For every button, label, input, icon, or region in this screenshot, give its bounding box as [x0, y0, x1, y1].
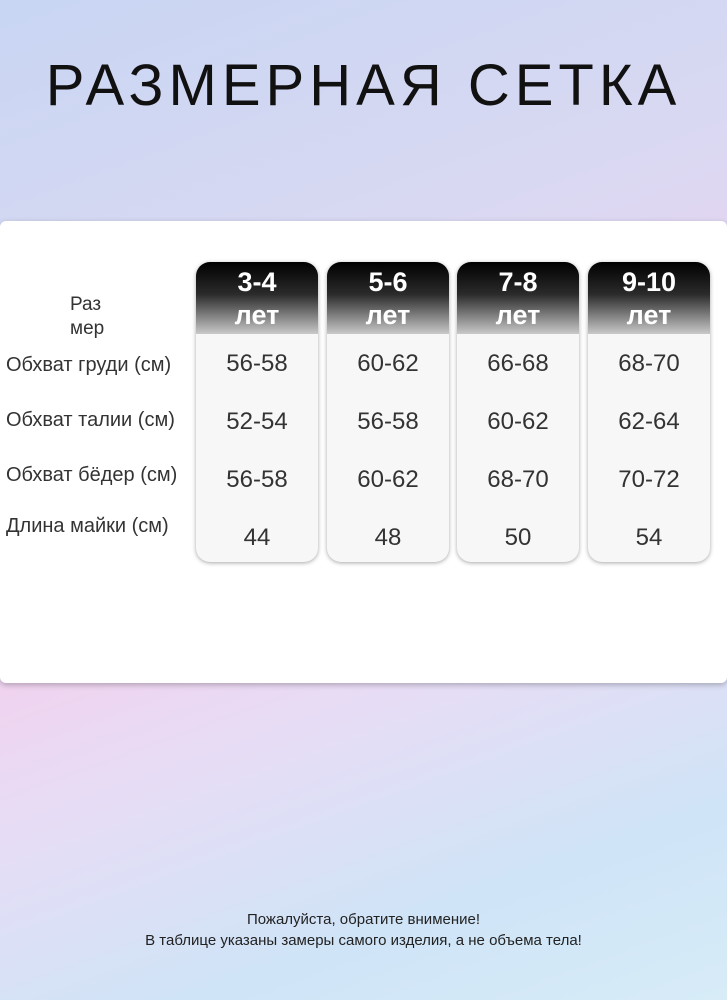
cell-hips: 70-72	[618, 466, 680, 493]
size-header-label	[70, 293, 104, 341]
cell-length: 48	[374, 524, 402, 551]
size-column-3-4	[196, 262, 318, 562]
cell-waist: 52-54	[226, 408, 288, 435]
column-header	[327, 262, 449, 334]
column-unit: лет	[234, 300, 280, 330]
size-column-7-8	[457, 262, 579, 562]
size-column-9-10	[588, 262, 710, 562]
row-label-length: Длина майки (см)	[6, 515, 169, 537]
size-label-line2: мер	[70, 318, 105, 339]
cell-hips: 68-70	[487, 466, 549, 493]
cell-chest: 60-62	[357, 350, 419, 377]
row-label-chest: Обхват груди (см)	[6, 354, 172, 376]
column-age: 3-4	[237, 267, 277, 297]
cell-length: 54	[635, 524, 663, 551]
column-age: 9-10	[621, 267, 677, 297]
column-header	[588, 262, 710, 334]
column-unit: лет	[626, 300, 672, 330]
cell-chest: 68-70	[618, 350, 680, 377]
row-label-hips: Обхват бёдер (см)	[6, 464, 178, 486]
footer-notice-line2: В таблице указаны замеры самого изделия, а не объема тела!	[145, 932, 582, 949]
cell-length: 50	[504, 524, 532, 551]
footer-notice-line1: Пожалуйста, обратите внимение!	[246, 911, 481, 928]
cell-waist: 60-62	[487, 408, 549, 435]
row-label-waist: Обхват талии (см)	[6, 409, 175, 431]
column-header	[196, 262, 318, 334]
page-title: РАЗМЕРНАЯ СЕТКА	[45, 53, 682, 118]
column-unit: лет	[495, 300, 541, 330]
cell-chest: 66-68	[487, 350, 549, 377]
cell-chest: 56-58	[226, 350, 288, 377]
cell-length: 44	[243, 524, 271, 551]
column-age: 5-6	[368, 267, 408, 297]
cell-hips: 60-62	[357, 466, 419, 493]
cell-waist: 56-58	[357, 408, 419, 435]
column-unit: лет	[365, 300, 411, 330]
cell-waist: 62-64	[618, 408, 680, 435]
size-column-5-6	[327, 262, 449, 562]
column-header	[457, 262, 579, 334]
cell-hips: 56-58	[226, 466, 288, 493]
column-age: 7-8	[498, 267, 538, 297]
size-label-line1: Раз	[70, 294, 102, 315]
